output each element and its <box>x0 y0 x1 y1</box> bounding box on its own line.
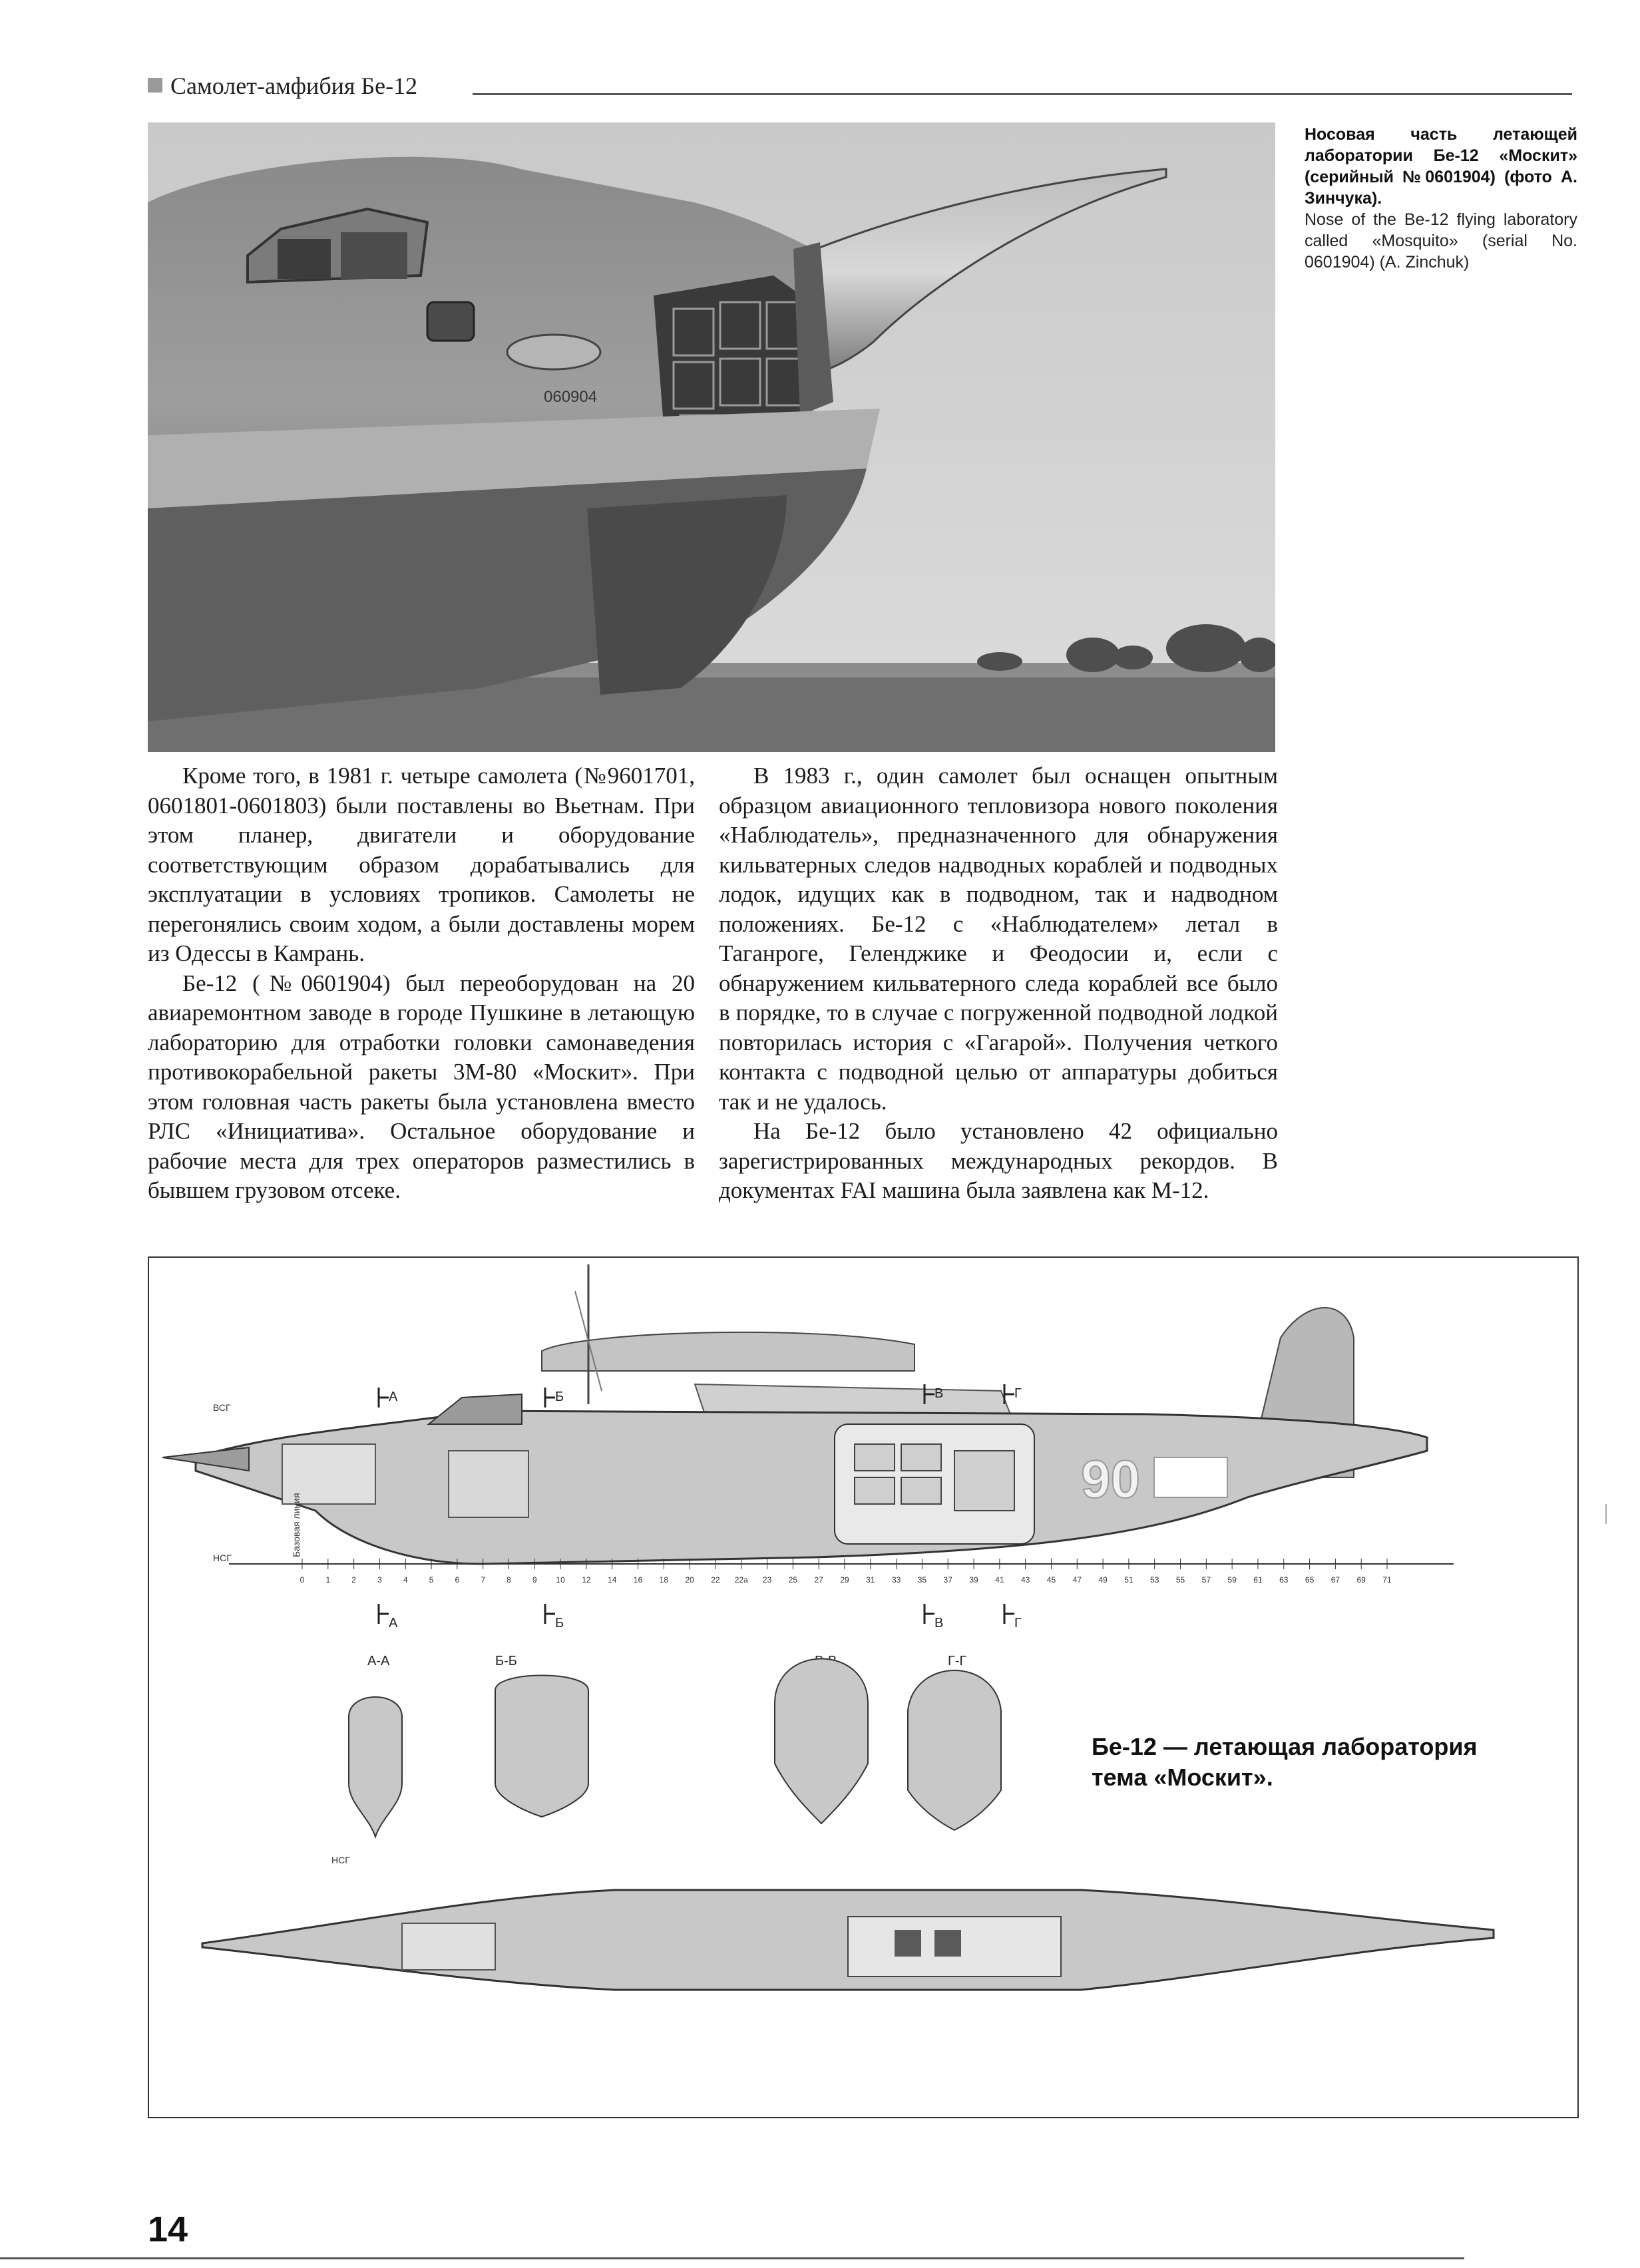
paragraph: На Бе-12 было установлено 42 официально зарегистрированных международных рекордов. В документах FAI машина была заявлена как М-12. <box>719 1118 1278 1203</box>
section-mark-v-bottom: В <box>934 1616 944 1630</box>
cockpit-interior <box>449 1451 528 1517</box>
header-rule <box>473 93 1572 95</box>
header-title: Самолет-амфибия Бе-12 <box>170 73 418 99</box>
frame-number: 12 <box>582 1575 591 1585</box>
frame-number: 27 <box>814 1575 823 1585</box>
frame-number: 1 <box>325 1575 331 1585</box>
section-mark-g-bottom: Г <box>1014 1616 1022 1630</box>
frame-number: 55 <box>1175 1575 1185 1585</box>
technical-drawing <box>148 1256 1579 2118</box>
frame-number: 57 <box>1201 1575 1211 1585</box>
frame-number: 37 <box>943 1575 952 1585</box>
frame-number: 22 <box>711 1575 720 1585</box>
cockpit-window-1 <box>278 239 331 279</box>
section-mark-v-top: В <box>934 1386 944 1401</box>
frame-number: 71 <box>1382 1575 1392 1585</box>
serial-marking: 060904 <box>544 388 598 406</box>
nsg-label: НСГ <box>213 1553 232 1563</box>
section-title-g: Г-Г <box>948 1654 967 1668</box>
frame-number: 20 <box>685 1575 694 1585</box>
frame-number: 4 <box>403 1575 408 1585</box>
paragraph: Кроме того, в 1981 г. четыре самолета (№9601701, 0601801-0601803) были поставлены во Вьетнам. При этом планер, двигатели и оборудование соответствующим образом дорабатывались для эксплуатации в условиях тропиков. Самолеты не перегонялись своим ходом, а были доставлены морем из Одессы в Камрань. <box>148 763 695 966</box>
cockpit-side <box>429 1394 522 1424</box>
section-mark-a-bottom: А <box>389 1616 398 1630</box>
frame-number: 22а <box>734 1575 748 1585</box>
frame-number: 45 <box>1046 1575 1056 1585</box>
frame-number: 9 <box>532 1575 537 1585</box>
text-column-2 <box>719 761 1278 1206</box>
frame-number: 7 <box>481 1575 486 1585</box>
frame-number: 14 <box>608 1575 617 1585</box>
top-view-cockpit <box>402 1923 495 1970</box>
caption-english: Nose of the Be-12 flying laboratory called «Mosquito» (serial No. 0601904) (A. Zinchuk) <box>1305 210 1577 272</box>
waterline-label: Базовая линия <box>291 1493 302 1557</box>
operator-consoles <box>855 1444 1014 1511</box>
frame-number: 39 <box>969 1575 978 1585</box>
fuselage-side <box>196 1411 1427 1564</box>
frame-number: 8 <box>507 1575 511 1585</box>
frame-number: 63 <box>1279 1575 1289 1585</box>
side-number: 90 <box>1081 1449 1140 1509</box>
section-mark-b-top: Б <box>555 1390 564 1404</box>
bottom-edge-line <box>0 2257 1464 2259</box>
cross-section-g <box>908 1670 1001 1830</box>
frame-number: 6 <box>455 1575 460 1585</box>
frame-number: 0 <box>300 1575 305 1585</box>
photo-caption <box>1305 124 1577 273</box>
paragraph: Бе-12 (№0601904) был переоборудован на 20 авиаремонтном заводе в городе Пушкине в летающую лабораторию для отработки головки самонаведения противокорабельной ракеты 3М-80 «Москит». При этом головная часть ракеты была установлена вместо РЛС «Инициатива». Остальное оборудование и рабочие места для трех операторов разместились в бывшем грузовом отсеке. <box>148 970 695 1203</box>
section-mark-b-bottom: Б <box>555 1616 564 1630</box>
section-title-b: Б-Б <box>495 1654 517 1668</box>
frame-number: 35 <box>917 1575 927 1585</box>
frame-number: 5 <box>429 1575 434 1585</box>
text-column-1 <box>148 761 695 1206</box>
aircraft-nose-photo <box>148 122 1275 752</box>
side-blister <box>507 335 600 369</box>
margin-mark <box>1605 1504 1607 1524</box>
frame-number: 61 <box>1253 1575 1263 1585</box>
side-number-box <box>1154 1457 1227 1497</box>
side-view <box>162 1264 1427 1564</box>
cockpit-window-2 <box>341 232 407 279</box>
section-mark-g-top: Г <box>1014 1386 1022 1401</box>
frame-number: 69 <box>1356 1575 1366 1585</box>
frame-number: 41 <box>995 1575 1004 1585</box>
frame-number: 33 <box>891 1575 901 1585</box>
cross-section-v <box>775 1659 868 1824</box>
frame-number: 29 <box>840 1575 849 1585</box>
side-window <box>427 302 474 341</box>
frame-number: 67 <box>1331 1575 1340 1585</box>
frame-number: 2 <box>351 1575 356 1585</box>
running-header <box>148 69 1572 102</box>
frame-number: 23 <box>762 1575 772 1585</box>
figure-title: Бе-12 — летающая лаборатория тема «Москит». <box>1092 1733 1478 1791</box>
section-mark-a-top: А <box>389 1390 398 1404</box>
cross-section-a <box>349 1697 402 1837</box>
frame-number: 47 <box>1072 1575 1082 1585</box>
header-square-marker <box>148 78 162 93</box>
frame-number: 25 <box>788 1575 798 1585</box>
frame-number: 49 <box>1098 1575 1108 1585</box>
section-nsg-label: НСГ <box>331 1855 350 1865</box>
frame-number: 43 <box>1020 1575 1030 1585</box>
frame-number: 18 <box>659 1575 669 1585</box>
drawing-canvas <box>149 1258 1577 2117</box>
frame-number: 31 <box>866 1575 875 1585</box>
section-titles <box>367 1654 966 1668</box>
frame-number: 59 <box>1227 1575 1237 1585</box>
aircraft-nose-illustration <box>148 122 1275 752</box>
frame-number: 53 <box>1150 1575 1159 1585</box>
engine-nacelle <box>542 1332 915 1371</box>
page-number: 14 <box>148 2209 188 2249</box>
frame-number: 3 <box>377 1575 382 1585</box>
frame-number: 10 <box>556 1575 565 1585</box>
frame-number: 16 <box>633 1575 643 1585</box>
frame-number: 65 <box>1305 1575 1315 1585</box>
cross-section-b <box>495 1676 588 1817</box>
paragraph: В 1983 г., один самолет был оснащен опытным образцом авиационного тепловизора нового поколения «Наблюдатель», предназначенного для обнаружения кильватерных следов надводных кораблей и подводных лодок, идущих как в подводном, так и надводном положениях. Бе-12 с «Наблюдателем» летал в Таганроге, Геленджике и Феодосии и, если с обнаружением кильватерного следа кораблей все было в порядке, то в случае с погруженной подводной лодкой повторилась история с «Гагарой». Получения четкого контакта с подводной целью от аппаратуры добиться так и не удалось. <box>719 763 1278 1115</box>
vsg-label: ВСГ <box>213 1402 231 1413</box>
caption-russian: Носовая часть летающей лаборатории Бе-12 «Москит» (серийный №0601904) (фото А. Зинчука). <box>1305 125 1577 208</box>
section-title-a: А-А <box>367 1654 390 1668</box>
frame-number: 51 <box>1124 1575 1133 1585</box>
